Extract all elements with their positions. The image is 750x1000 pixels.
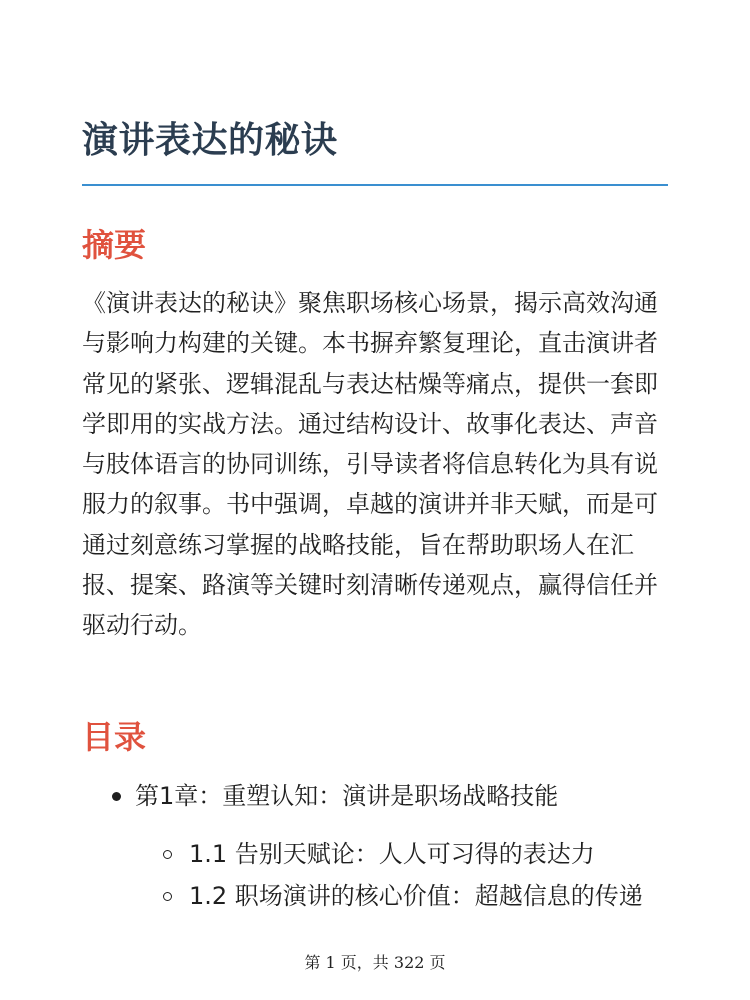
toc-heading: 目录 <box>82 718 147 756</box>
toc-chapter-1[interactable]: 第1章：重塑认知：演讲是职场战略技能 <box>135 782 559 810</box>
circle-bullet-icon <box>163 892 172 901</box>
abstract-paragraph: 《演讲表达的秘诀》聚焦职场核心场景，揭示高效沟通与影响力构建的关键。本书摒弃繁复理论，直击演讲者常见的紧张、逻辑混乱与表达枯燥等痛点，提供一套即学即用的实战方法。通过结构设计、故事化表达、声音与肢体语言的协同训练，引导读者将信息转化为具有说服力的叙事。书中强调，卓越的演讲并非天赋，而是可通过刻意练习掌握的战略技能，旨在帮助职场人在汇报、提案、路演等关键时刻清晰传递观点，赢得信任并驱动行动。 <box>82 289 658 640</box>
disc-bullet-icon <box>112 792 121 801</box>
toc-section-1-1[interactable]: 1.1 告别天赋论：人人可习得的表达力 <box>189 840 595 868</box>
page-footer: 第 1 页，共 322 页 <box>304 953 446 972</box>
document-title: 演讲表达的秘诀 <box>82 120 338 161</box>
toc-section-1-2[interactable]: 1.2 职场演讲的核心价值：超越信息的传递 <box>189 882 643 910</box>
title-divider <box>82 184 668 186</box>
circle-bullet-icon <box>163 850 172 859</box>
abstract-heading: 摘要 <box>82 226 147 264</box>
